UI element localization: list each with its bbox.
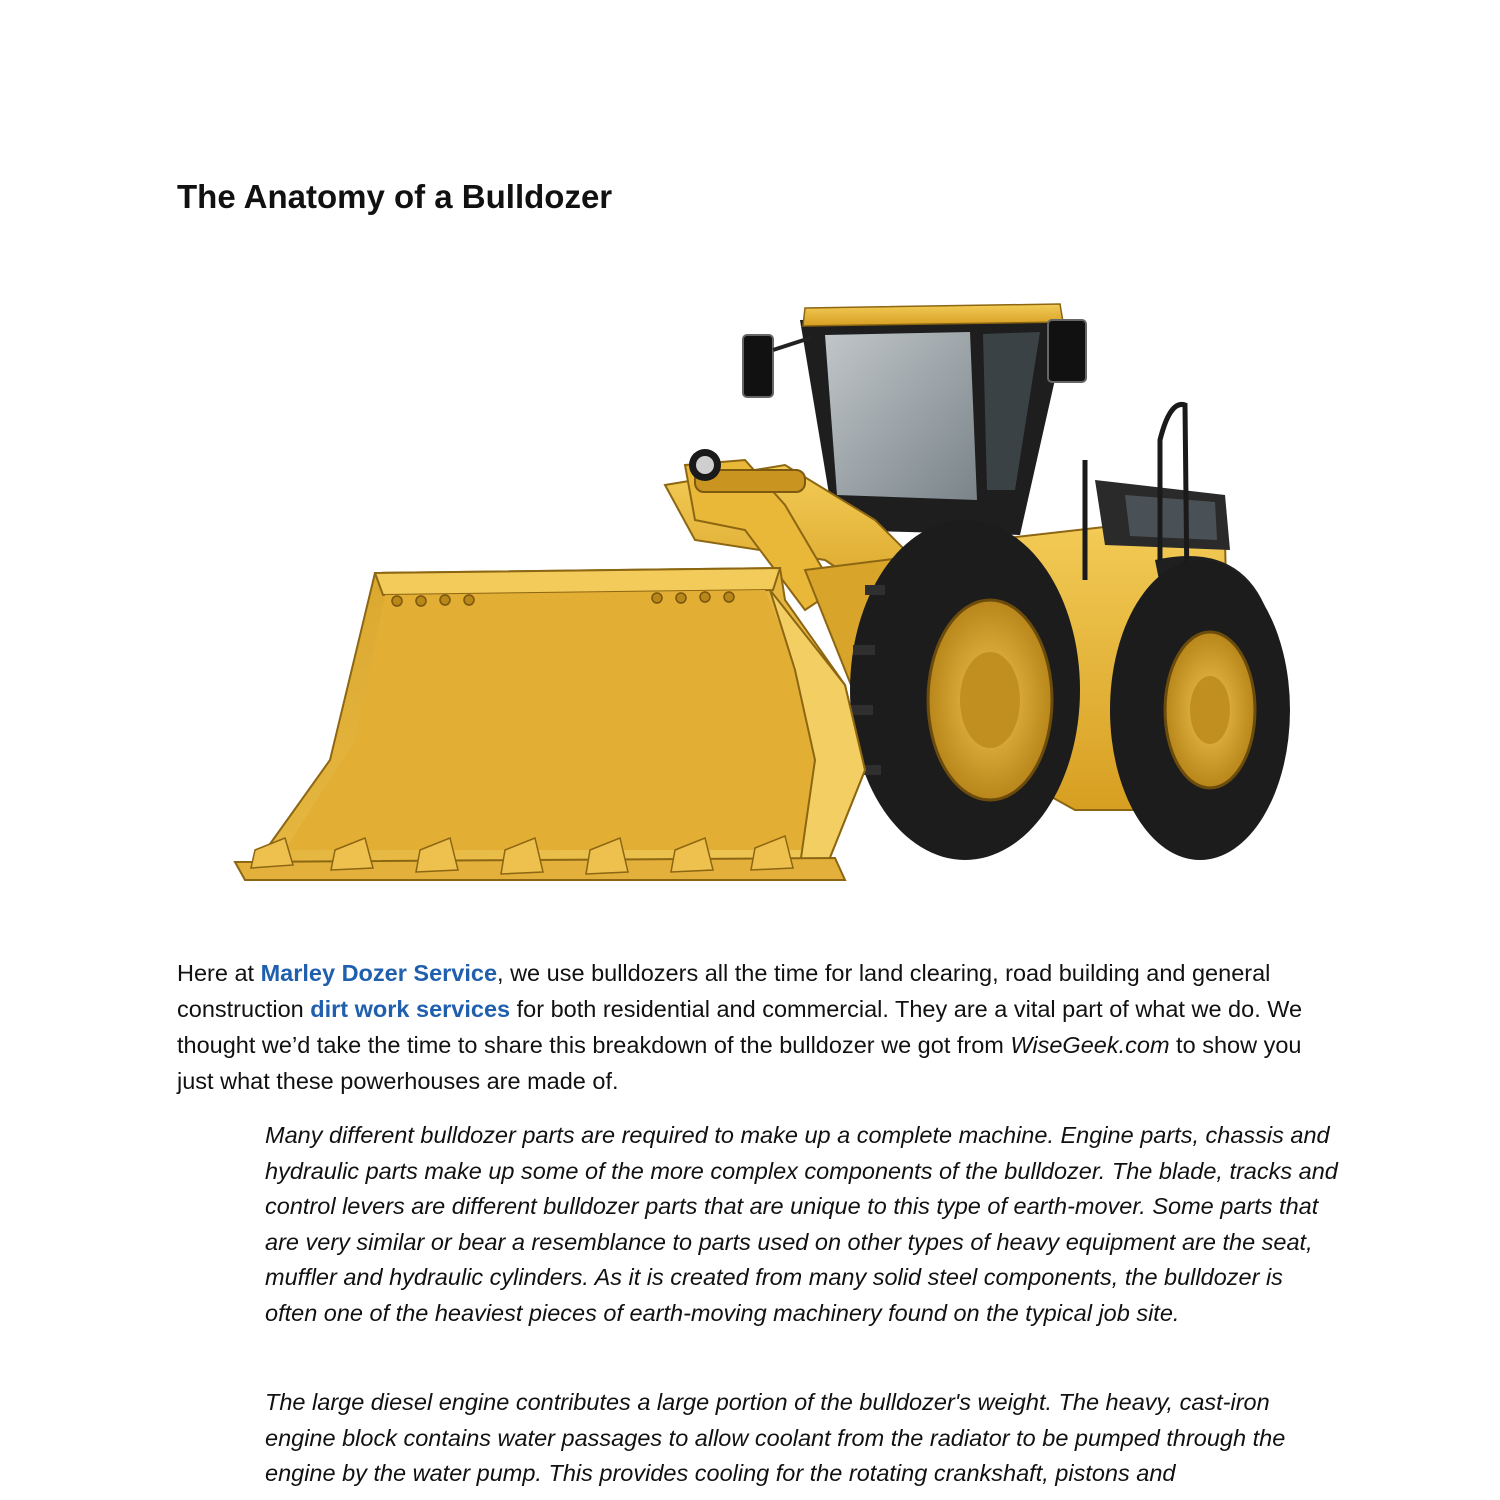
wheel-loader-photo <box>225 290 1305 900</box>
quote-paragraph-1: Many different bulldozer parts are required to make up a complete machine. Engine parts, chassis and hydraulic parts make up some of the more complex components of the bulldozer. The blade, tracks and control levers are different bulldozer parts that are unique to this type of earth-mover. Some parts that are very similar or bear a resemblance to parts used on other types of heavy equipment are the seat, muffler and hydraulic cylinders. As it is created from many solid steel components, the bulldozer is often one of the heaviest pieces of earth-moving machinery found on the typical job site. <box>265 1122 1338 1326</box>
intro-text-3: for both residential and commercial. They are a vital part of what we do. We thought we’d take the time to share this breakdown of the bulldozer we got from <box>177 996 1303 1058</box>
intro-text-1: Here at <box>177 960 261 986</box>
dirt-work-services-link[interactable]: dirt work services <box>310 996 511 1022</box>
page-title: The Anatomy of a Bulldozer <box>177 178 613 215</box>
quote-paragraph-2: The large diesel engine contributes a large portion of the bulldozer's weight. The heavy, cast-iron engine block contains water passages to allow coolant from the radiator to be pumped through the engine by the water pump. This provides cooling for the rotating crankshaft, pistons and <box>265 1389 1286 1486</box>
intro-paragraph <box>177 955 1337 1099</box>
intro-text-4: to show you just what these powerhouses are made of. <box>177 1032 1302 1094</box>
marley-dozer-service-link[interactable]: Marley Dozer Service <box>260 960 498 986</box>
intro-text-2: , we use bulldozers all the time for land clearing, road building and general construction <box>177 960 1271 1022</box>
source-name: WiseGeek.com <box>1010 1032 1170 1058</box>
